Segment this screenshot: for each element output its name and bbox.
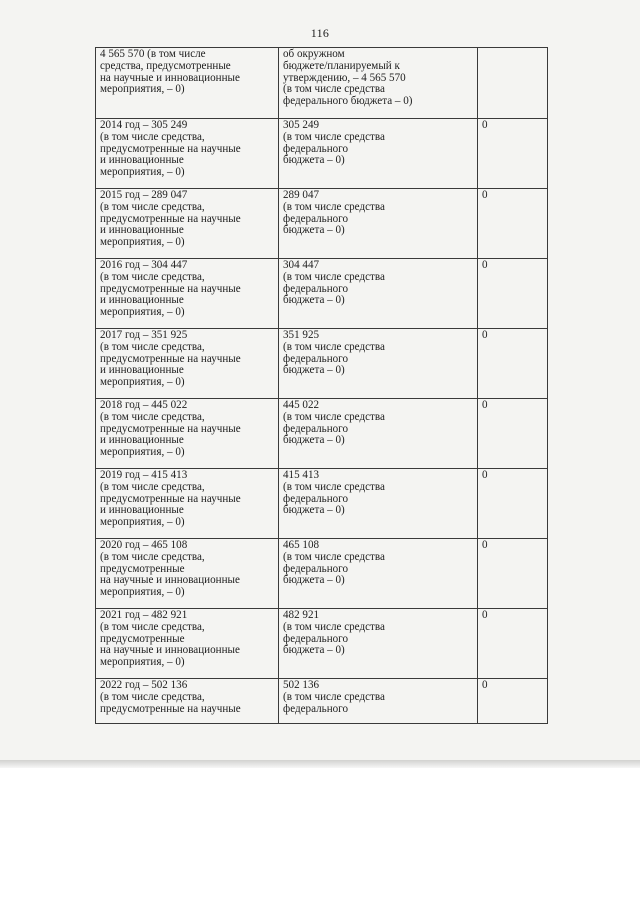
amount-cell: 2020 год – 465 108 (в том числе средства, предусмотренные на научные и инновационные мероприятия, – 0) <box>96 539 279 609</box>
budget-table <box>95 47 548 724</box>
value-cell: 0 <box>478 189 548 259</box>
amount-cell: 2021 год – 482 921 (в том числе средства, предусмотренные на научные и инновационные мероприятия, – 0) <box>96 609 279 679</box>
value-cell: 0 <box>478 469 548 539</box>
source-cell: 289 047 (в том числе средства федерального бюджета – 0) <box>279 189 478 259</box>
value-cell: 0 <box>478 329 548 399</box>
table-row <box>96 329 548 399</box>
value-cell: 0 <box>478 609 548 679</box>
table-row <box>96 189 548 259</box>
source-cell: об окружном бюджете/планируемый к утверждению, – 4 565 570 (в том числе средства федерального бюджета – 0) <box>279 48 478 119</box>
scan-edge-shadow <box>0 760 640 768</box>
table-row <box>96 259 548 329</box>
amount-cell: 2017 год – 351 925 (в том числе средства, предусмотренные на научные и инновационные мероприятия, – 0) <box>96 329 279 399</box>
amount-cell: 2018 год – 445 022 (в том числе средства, предусмотренные на научные и инновационные мероприятия, – 0) <box>96 399 279 469</box>
source-cell: 351 925 (в том числе средства федерального бюджета – 0) <box>279 329 478 399</box>
source-cell: 502 136 (в том числе средства федерального <box>279 679 478 724</box>
value-cell <box>478 48 548 119</box>
source-cell: 304 447 (в том числе средства федерального бюджета – 0) <box>279 259 478 329</box>
table-row <box>96 119 548 189</box>
source-cell: 445 022 (в том числе средства федерального бюджета – 0) <box>279 399 478 469</box>
value-cell: 0 <box>478 539 548 609</box>
source-cell: 415 413 (в том числе средства федерального бюджета – 0) <box>279 469 478 539</box>
amount-cell: 2015 год – 289 047 (в том числе средства, предусмотренные на научные и инновационные мероприятия, – 0) <box>96 189 279 259</box>
source-cell: 482 921 (в том числе средства федерального бюджета – 0) <box>279 609 478 679</box>
table-row <box>96 399 548 469</box>
value-cell: 0 <box>478 119 548 189</box>
value-cell: 0 <box>478 399 548 469</box>
table-row <box>96 609 548 679</box>
amount-cell: 4 565 570 (в том числе средства, предусмотренные на научные и инновационные мероприятия, – 0) <box>96 48 279 119</box>
table-row <box>96 469 548 539</box>
value-cell: 0 <box>478 259 548 329</box>
source-cell: 305 249 (в том числе средства федерального бюджета – 0) <box>279 119 478 189</box>
amount-cell: 2014 год – 305 249 (в том числе средства, предусмотренные на научные и инновационные мероприятия, – 0) <box>96 119 279 189</box>
table-row <box>96 48 548 119</box>
page-number: 116 <box>310 26 330 40</box>
source-cell: 465 108 (в том числе средства федерального бюджета – 0) <box>279 539 478 609</box>
table-row <box>96 679 548 724</box>
value-cell: 0 <box>478 679 548 724</box>
amount-cell: 2016 год – 304 447 (в том числе средства, предусмотренные на научные и инновационные мероприятия, – 0) <box>96 259 279 329</box>
table-row <box>96 539 548 609</box>
amount-cell: 2022 год – 502 136 (в том числе средства, предусмотренные на научные <box>96 679 279 724</box>
amount-cell: 2019 год – 415 413 (в том числе средства, предусмотренные на научные и инновационные мероприятия, – 0) <box>96 469 279 539</box>
